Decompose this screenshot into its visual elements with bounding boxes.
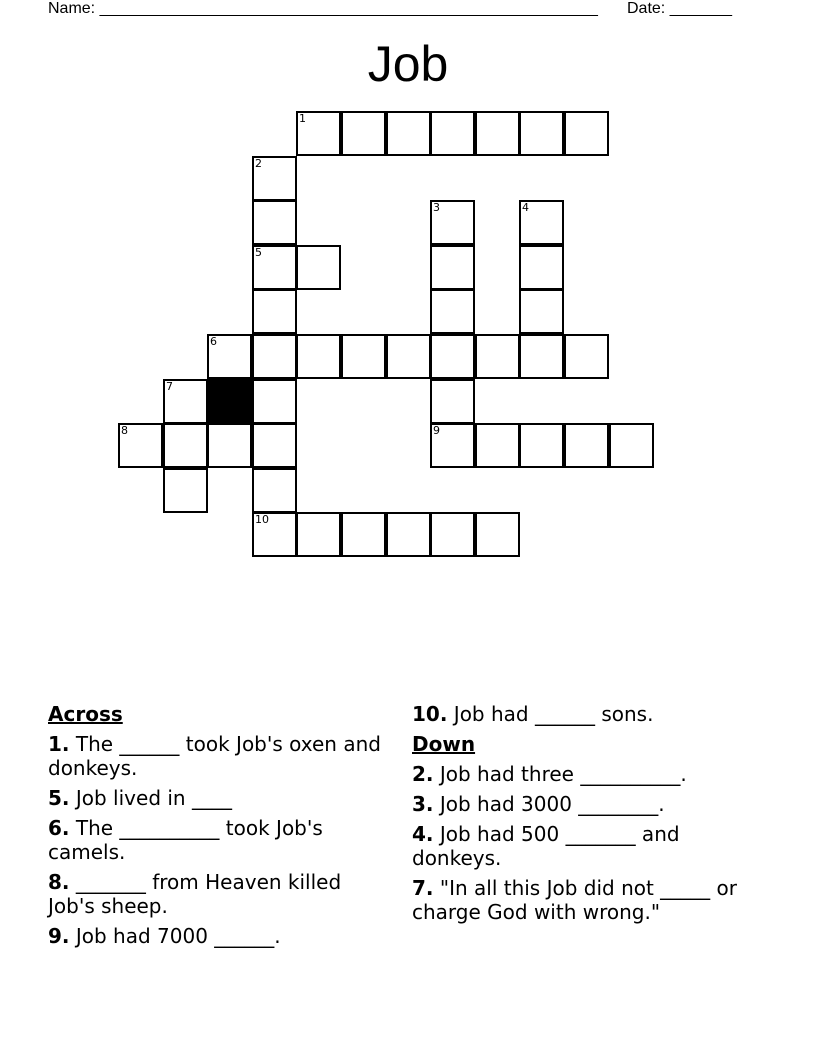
grid-cell[interactable] xyxy=(564,423,609,468)
clue-item-text: Job had ______ sons. xyxy=(447,702,654,726)
clue-item xyxy=(412,702,772,726)
grid-cell[interactable] xyxy=(519,111,564,156)
clue-item-text: _______ from Heaven killed Job's sheep. xyxy=(48,870,342,918)
clue-item xyxy=(48,732,388,780)
grid-cell[interactable] xyxy=(252,423,297,468)
grid-cell[interactable] xyxy=(609,423,654,468)
grid-cell[interactable] xyxy=(519,200,564,245)
clues-left-column xyxy=(48,702,388,954)
grid-cell[interactable] xyxy=(163,379,208,424)
clue-number: 1 xyxy=(299,112,306,125)
page-title: Job xyxy=(367,36,449,92)
across-clue-list xyxy=(48,732,388,948)
grid-cell[interactable] xyxy=(341,334,386,379)
clue-item-number: 10. xyxy=(412,702,448,726)
grid-cell[interactable] xyxy=(430,379,475,424)
clue-number: 3 xyxy=(433,201,440,214)
date-field-label: Date: _______ xyxy=(627,0,732,17)
clue-item xyxy=(48,924,388,948)
clue-item-number: 7. xyxy=(412,876,434,900)
grid-cell[interactable] xyxy=(430,423,475,468)
clues-right-column xyxy=(412,702,772,930)
clue-item-number: 8. xyxy=(48,870,70,894)
grid-cell[interactable] xyxy=(475,334,520,379)
clue-item xyxy=(412,876,772,924)
grid-cell[interactable] xyxy=(163,468,208,513)
grid-cell[interactable] xyxy=(519,334,564,379)
clue-number: 7 xyxy=(166,380,173,393)
clue-item-number: 6. xyxy=(48,816,70,840)
grid-cell[interactable] xyxy=(430,200,475,245)
grid-cell[interactable] xyxy=(430,512,475,557)
clue-item-number: 9. xyxy=(48,924,70,948)
grid-cell[interactable] xyxy=(430,289,475,334)
clue-item-text: Job had 500 _______ and donkeys. xyxy=(412,822,680,870)
grid-cell[interactable] xyxy=(207,423,252,468)
name-field-label: Name: ________________________________________________________ xyxy=(48,0,598,17)
grid-cell[interactable] xyxy=(252,334,297,379)
grid-cell[interactable] xyxy=(386,111,431,156)
clue-number: 5 xyxy=(255,246,262,259)
grid-cell[interactable] xyxy=(519,245,564,290)
grid-cell[interactable] xyxy=(207,334,252,379)
clue-number: 6 xyxy=(210,335,217,348)
grid-cell[interactable] xyxy=(296,111,341,156)
clue-item-text: Job had 3000 ________. xyxy=(433,792,665,816)
grid-cell[interactable] xyxy=(341,512,386,557)
grid-cell[interactable] xyxy=(163,423,208,468)
clue-item xyxy=(48,786,388,810)
grid-cell[interactable] xyxy=(386,512,431,557)
grid-cell[interactable] xyxy=(296,334,341,379)
grid-cell[interactable] xyxy=(252,200,297,245)
grid-cell[interactable] xyxy=(475,423,520,468)
grid-cell[interactable] xyxy=(252,512,297,557)
grid-cell[interactable] xyxy=(430,111,475,156)
clue-item xyxy=(412,792,772,816)
down-clue-list xyxy=(412,762,772,924)
clue-item xyxy=(412,762,772,786)
down-heading: Down xyxy=(412,732,476,756)
clue-number: 10 xyxy=(255,513,269,526)
clue-item-number: 4. xyxy=(412,822,434,846)
grid-cell[interactable] xyxy=(475,512,520,557)
clue-item-text: "In all this Job did not _____ or charge God with wrong." xyxy=(412,876,738,924)
clue-item xyxy=(48,870,388,918)
clue-item xyxy=(412,822,772,870)
clue-item-number: 2. xyxy=(412,762,434,786)
grid-cell[interactable] xyxy=(564,334,609,379)
grid-cell[interactable] xyxy=(519,289,564,334)
grid-cell[interactable] xyxy=(252,379,297,424)
grid-cell[interactable] xyxy=(430,334,475,379)
grid-cell[interactable] xyxy=(118,423,163,468)
clue-item-text: Job had 7000 ______. xyxy=(69,924,281,948)
clue-item xyxy=(48,816,388,864)
grid-block-cell xyxy=(207,379,252,424)
grid-cell[interactable] xyxy=(252,289,297,334)
clue-item-text: The __________ took Job's camels. xyxy=(48,816,323,864)
grid-cell[interactable] xyxy=(252,468,297,513)
grid-cell[interactable] xyxy=(341,111,386,156)
clue-item-number: 5. xyxy=(48,786,70,810)
clue-number: 8 xyxy=(121,424,128,437)
across-clue-list-continued xyxy=(412,702,772,726)
clue-number: 4 xyxy=(522,201,529,214)
clue-item-text: Job had three __________. xyxy=(433,762,687,786)
grid-cell[interactable] xyxy=(430,245,475,290)
clue-item-number: 1. xyxy=(48,732,70,756)
grid-cell[interactable] xyxy=(564,111,609,156)
grid-cell[interactable] xyxy=(296,512,341,557)
clue-number: 9 xyxy=(433,424,440,437)
clue-number: 2 xyxy=(255,157,262,170)
grid-cell[interactable] xyxy=(252,245,297,290)
across-heading: Across xyxy=(48,702,123,726)
clue-item-number: 3. xyxy=(412,792,434,816)
grid-cell[interactable] xyxy=(296,245,341,290)
grid-cell[interactable] xyxy=(252,156,297,201)
grid-cell[interactable] xyxy=(519,423,564,468)
clue-item-text: The ______ took Job's oxen and donkeys. xyxy=(48,732,381,780)
clue-item-text: Job lived in ____ xyxy=(69,786,232,810)
grid-cell[interactable] xyxy=(386,334,431,379)
grid-cell[interactable] xyxy=(475,111,520,156)
